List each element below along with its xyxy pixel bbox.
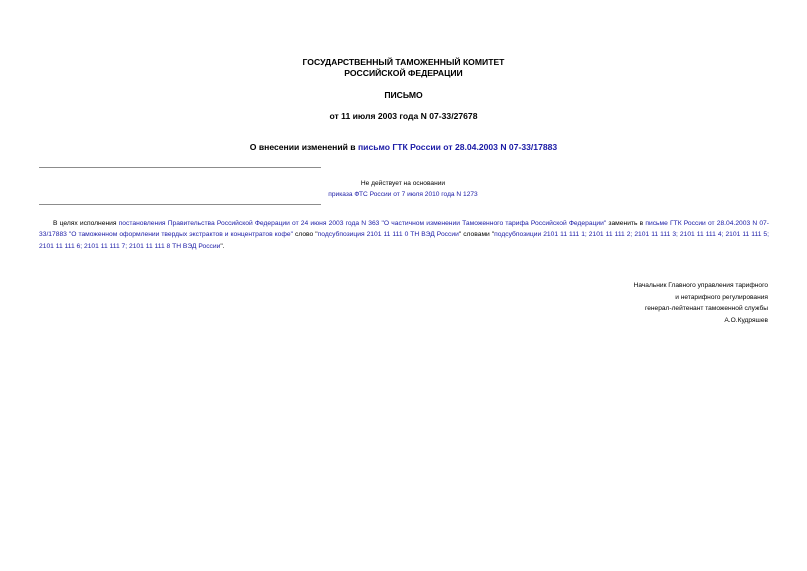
document-date-number: от 11 июля 2003 года N 07-33/27678: [329, 111, 478, 121]
body-text-4: " словами ": [458, 231, 495, 239]
signature-name: А.О.Кудряшев: [724, 316, 768, 324]
resolution-link[interactable]: постановления Правительства Российской Федерации от 24 июня 2003 года N 363 "О частичном изменении Таможенного тарифа Российской Федерации": [118, 220, 607, 227]
subject-letter-link[interactable]: письмо ГТК России от 28.04.2003 N 07-33/17883: [357, 142, 558, 152]
body-text-2: заменить в: [606, 220, 646, 227]
status-notice-text: Не действует на основании: [360, 180, 446, 187]
document-type: ПИСЬМО: [384, 90, 423, 100]
letter-link[interactable]: письме ГТК России от 28.04.2003 N 07-33/17883 "О таможенном оформлении твердых экстрактов и концентратов кофе": [39, 220, 769, 239]
issuer-line-2: РОССИЙСКОЙ ФЕДЕРАЦИИ: [344, 68, 463, 78]
signature-rank: генерал-лейтенант таможенной службы: [644, 305, 768, 312]
new-codes-link[interactable]: подсубпозиции 2101 11 111 1; 2101 11 111 2; 2101 11 111 3; 2101 11 111 4; 2101 11 111 5; 2101 11 111 6; 2101 11 111 7; 2101 11 111 8 ТН ВЭД России: [39, 231, 770, 250]
body-text-3: слово ": [293, 231, 318, 239]
body-text-5: ".: [220, 242, 225, 250]
divider-top: [39, 167, 321, 168]
body-paragraph: [39, 218, 769, 252]
old-code-link[interactable]: подсубпозиция 2101 11 111 0 ТН ВЭД России: [317, 231, 459, 239]
subject-prefix: О внесении изменений в: [249, 142, 358, 152]
signature-position-1: Начальник Главного управления тарифного: [633, 282, 768, 289]
document-subject: [0, 142, 807, 153]
issuer-line-1: ГОСУДАРСТВЕННЫЙ ТАМОЖЕННЫЙ КОМИТЕТ: [302, 57, 505, 67]
body-text-1: В целях исполнения: [53, 220, 119, 227]
status-notice-link[interactable]: приказа ФТС России от 7 июля 2010 года N 1273: [328, 191, 478, 198]
status-notice-wrap: [282, 190, 524, 200]
signature-position-2: и нетарифного регулирования: [675, 293, 768, 301]
divider-bottom: [39, 204, 321, 205]
